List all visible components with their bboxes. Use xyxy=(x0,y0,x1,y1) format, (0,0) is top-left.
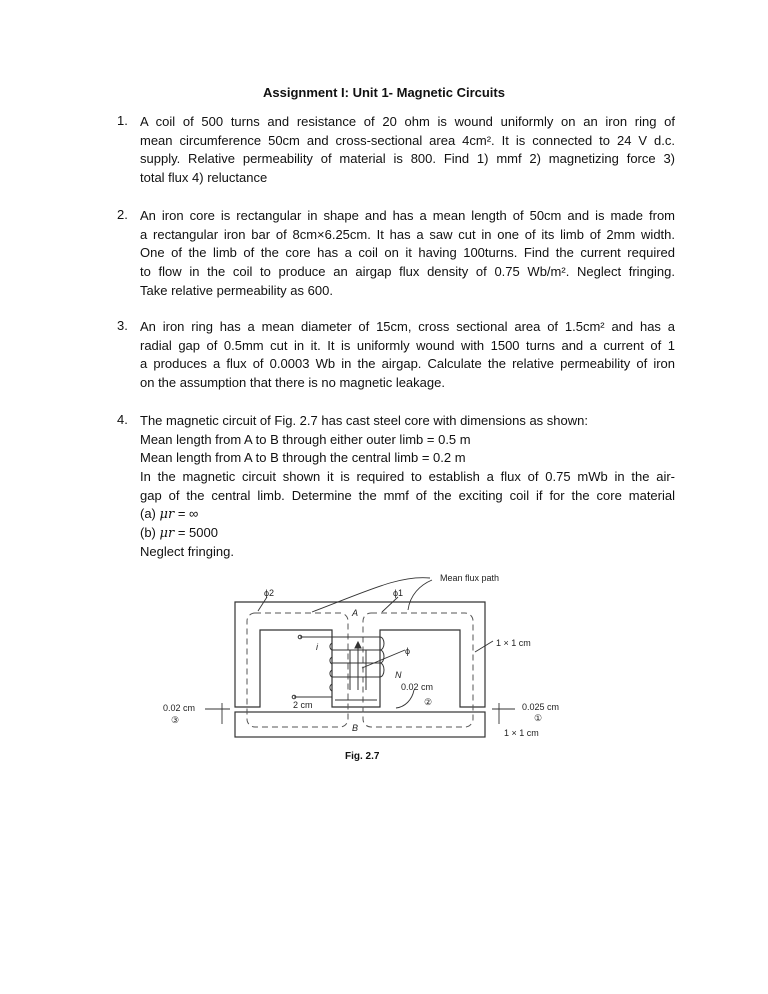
label-B: B xyxy=(352,723,359,733)
label-i: i xyxy=(316,642,318,652)
label-A: A xyxy=(352,608,359,618)
text-line: An iron core is rectangular in shape and has a mean length of 50cm and is made from xyxy=(140,208,675,223)
mu-r-symbol: μr xyxy=(159,526,175,542)
page-title: Assignment I: Unit 1- Magnetic Circuits xyxy=(263,85,505,100)
text-line: a produces a flux of 0.0003 Wb in the airgap. Calculate the relative permeability of iron xyxy=(140,356,675,372)
label-section-top: 1 × 1 cm xyxy=(496,638,531,648)
label-gap-right-num: ① xyxy=(534,713,543,723)
text-line: Take relative permeability as 600. xyxy=(140,282,333,298)
text-line: An iron ring has a mean diameter of 15cm, cross sectional area of 1.5cm² and has a xyxy=(140,319,675,334)
text-line: Mean length from A to B through either outer limb = 0.5 m xyxy=(140,431,471,447)
label-gap-center-num: ② xyxy=(424,697,433,707)
label-gap-center: 0.02 cm xyxy=(401,682,434,692)
label-N: N xyxy=(395,670,402,680)
label-phi1: ϕ1 xyxy=(393,588,404,598)
question-number: 4. xyxy=(117,412,128,427)
label-gap-left-num: ③ xyxy=(171,715,180,725)
core-outline xyxy=(235,602,485,707)
label-section-bottom: 1 × 1 cm xyxy=(504,728,539,738)
question-number: 2. xyxy=(117,207,128,222)
text-line: on the assumption that there is no magnetic leakage. xyxy=(140,375,445,391)
text-line: a rectangular iron bar of 8cm×6.25cm. It has a saw cut in one of its limb of 2mm width. xyxy=(140,226,675,242)
text-line: mean circumference 50cm and cross-sectional area 4cm². It is connected to 24 V d.c. xyxy=(140,132,675,148)
text-line: Neglect fringing. xyxy=(140,543,234,559)
text-line: supply. Relative permeability of material is 800. Find 1) mmf 2) magnetizing force 3) xyxy=(140,151,675,167)
label-phi2: ϕ2 xyxy=(264,588,275,598)
figure-caption: Fig. 2.7 xyxy=(345,751,380,762)
bottom-bar xyxy=(235,712,485,737)
question-number: 1. xyxy=(117,113,128,128)
case-a: (a) μr = ∞ xyxy=(140,506,199,523)
text-line: to flow in the coil to produce an airgap flux density of 0.75 Wb/m². Neglect fringing. xyxy=(140,264,675,280)
text-line: total flux 4) reluctance xyxy=(140,170,268,186)
label-limb-width: 2 cm xyxy=(293,700,313,710)
coil xyxy=(292,635,384,699)
text-line: One of the limb of the core has a coil on it having 100turns. Find the current required xyxy=(140,245,675,261)
label-mean-flux-path: Mean flux path xyxy=(440,573,500,583)
question-number: 3. xyxy=(117,318,128,333)
text-line: Mean length from A to B through the central limb = 0.2 m xyxy=(140,450,466,466)
text-line: The magnetic circuit of Fig. 2.7 has cast steel core with dimensions as shown: xyxy=(140,413,588,428)
label-gap-right: 0.025 cm xyxy=(522,702,560,712)
text-line: gap of the central limb. Determine the mmf of the exciting coil if for the core material xyxy=(140,487,675,503)
mu-r-symbol: μr xyxy=(159,507,175,523)
case-b: (b) μr = 5000 xyxy=(140,525,218,542)
text-line: A coil of 500 turns and resistance of 20 ohm is wound uniformly on an iron ring of xyxy=(140,114,675,129)
text-line: In the magnetic circuit shown it is required to establish a flux of 0.75 mWb in the air- xyxy=(140,469,675,485)
label-gap-left: 0.02 cm xyxy=(163,703,196,713)
label-phi: ϕ xyxy=(405,646,411,656)
text-line: radial gap of 0.5mm cut in it. It is uniformly wound with 1500 turns and a current of 1 xyxy=(140,337,675,353)
